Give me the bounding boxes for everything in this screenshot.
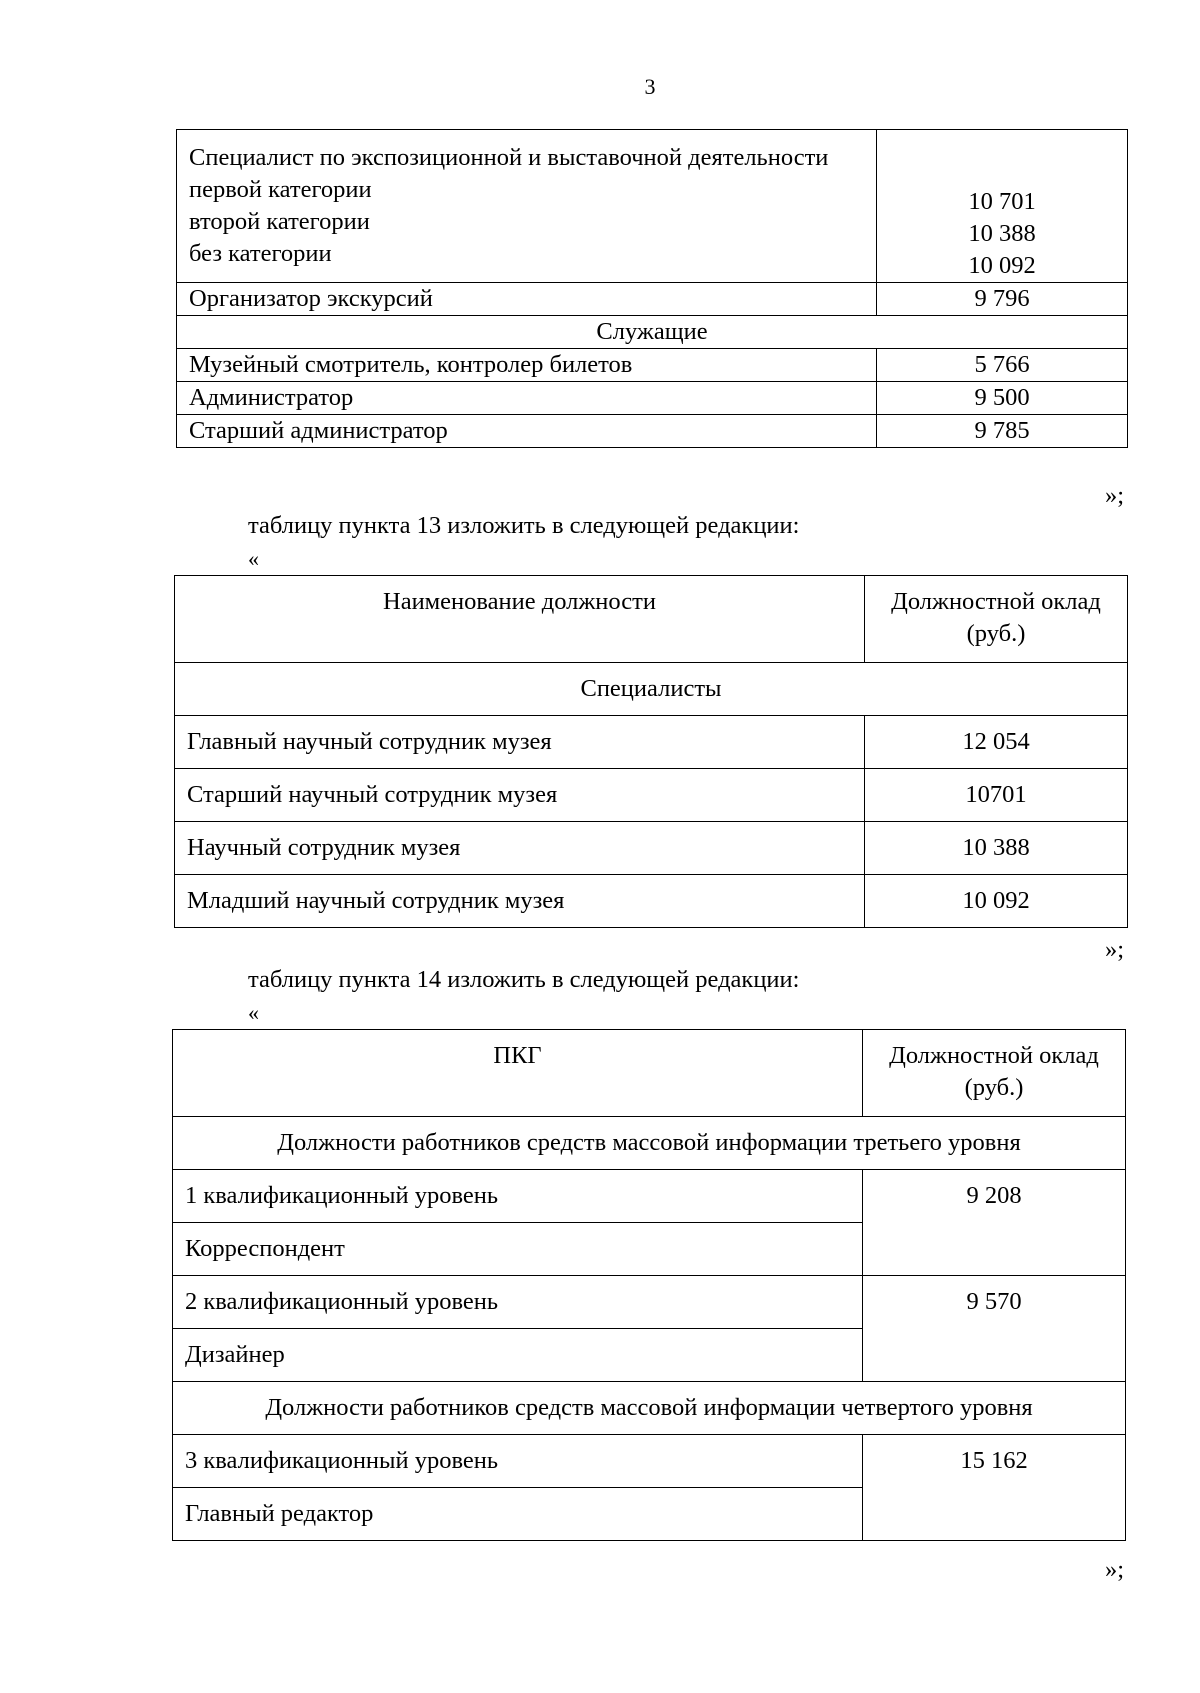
closing-quote: »;: [1104, 936, 1124, 963]
salary-value: 10 701: [968, 188, 1036, 215]
qualification-level: 2 квалификационный уровень: [173, 1276, 863, 1329]
table-2: [174, 575, 1128, 928]
table-row: [173, 1435, 1126, 1488]
category-second: второй категории: [189, 208, 370, 235]
table-3: [172, 1029, 1126, 1541]
table-1: [176, 129, 1128, 448]
position-name: Корреспондент: [173, 1223, 863, 1276]
position-name: Администратор: [177, 382, 877, 415]
section-row: [173, 1382, 1126, 1435]
section-title: Должности работников средств массовой информации третьего уровня: [173, 1117, 1126, 1170]
salary-value: 5 766: [877, 349, 1128, 382]
paragraph-13: таблицу пункта 13 изложить в следующей редакции:: [248, 512, 800, 539]
table-row: [177, 415, 1128, 448]
salary-value: 9 208: [863, 1170, 1126, 1276]
salary-value: 12 054: [865, 716, 1128, 769]
opening-quote: «: [248, 546, 259, 571]
spec-title: Специалист по экспозиционной и выставочной деятельности: [189, 144, 829, 171]
table-row: [175, 769, 1128, 822]
table-row: [175, 822, 1128, 875]
section-title: Специалисты: [175, 663, 1128, 716]
table-row: [177, 382, 1128, 415]
header-salary-line1: Должностной оклад: [891, 588, 1101, 615]
category-none: без категории: [189, 240, 332, 267]
header-salary-line1: Должностной оклад: [889, 1042, 1099, 1069]
position-name: Музейный смотритель, контролер билетов: [177, 349, 877, 382]
spec-cell: [177, 130, 877, 283]
position-name: Дизайнер: [173, 1329, 863, 1382]
paragraph-14: таблицу пункта 14 изложить в следующей редакции:: [248, 966, 800, 993]
position-name: Организатор экскурсий: [177, 283, 877, 316]
section-row: [175, 663, 1128, 716]
salary-value: 9 796: [877, 283, 1128, 316]
position-name: Главный научный сотрудник музея: [175, 716, 865, 769]
salary-value: 10 092: [865, 875, 1128, 928]
header-salary: [865, 576, 1128, 663]
salary-value: 15 162: [863, 1435, 1126, 1541]
header-salary-line2: (руб.): [966, 620, 1026, 647]
position-name: Главный редактор: [173, 1488, 863, 1541]
header-pkg: ПКГ: [173, 1030, 863, 1117]
section-title: Должности работников средств массовой информации четвертого уровня: [173, 1382, 1126, 1435]
qualification-level: 1 квалификационный уровень: [173, 1170, 863, 1223]
opening-quote: «: [248, 1000, 259, 1025]
table-header: [175, 576, 1128, 663]
closing-quote: »;: [1104, 482, 1124, 509]
table-row: [175, 875, 1128, 928]
salary-value: 9 500: [877, 382, 1128, 415]
table-row: [173, 1170, 1126, 1223]
spec-values-cell: [877, 130, 1128, 283]
header-salary: [863, 1030, 1126, 1117]
table-row: [177, 130, 1128, 283]
table-row: [175, 716, 1128, 769]
section-title: Служащие: [177, 316, 1128, 349]
table-row: [177, 283, 1128, 316]
section-row: [173, 1117, 1126, 1170]
salary-value: 10 388: [865, 822, 1128, 875]
table-header: [173, 1030, 1126, 1117]
salary-value: 10701: [865, 769, 1128, 822]
position-name: Старший научный сотрудник музея: [175, 769, 865, 822]
salary-value: 9 570: [863, 1276, 1126, 1382]
salary-value: 10 388: [968, 220, 1036, 247]
table-row: [173, 1276, 1126, 1329]
header-position: Наименование должности: [175, 576, 865, 663]
category-first: первой категории: [189, 176, 372, 203]
section-row: [177, 316, 1128, 349]
position-name: Младший научный сотрудник музея: [175, 875, 865, 928]
table-row: [177, 349, 1128, 382]
position-name: Старший администратор: [177, 415, 877, 448]
salary-value: 10 092: [968, 252, 1036, 279]
header-salary-line2: (руб.): [964, 1074, 1024, 1101]
qualification-level: 3 квалификационный уровень: [173, 1435, 863, 1488]
closing-quote: »;: [1104, 1556, 1124, 1583]
position-name: Научный сотрудник музея: [175, 822, 865, 875]
salary-value: 9 785: [877, 415, 1128, 448]
page-number: 3: [644, 74, 656, 99]
